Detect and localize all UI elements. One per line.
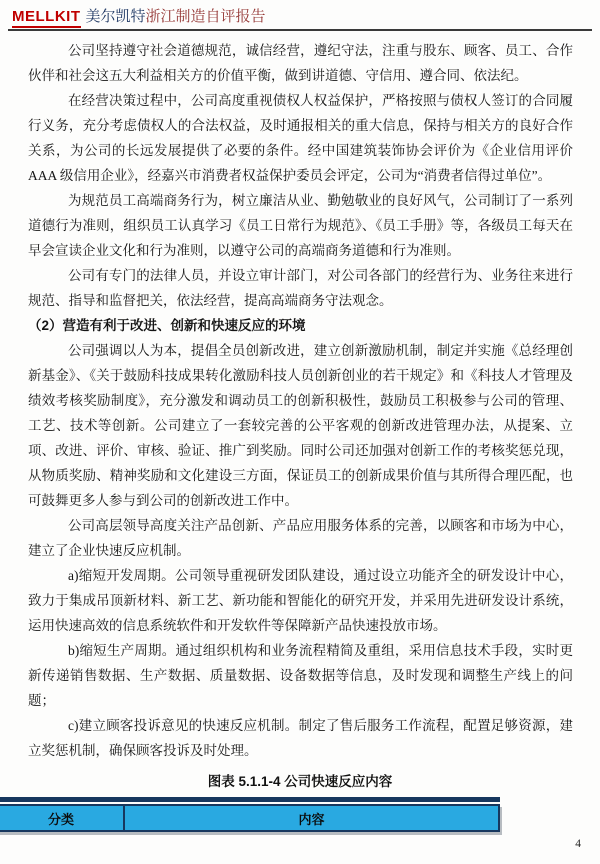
- paragraph: c)建立顾客投诉意见的快速反应机制。制定了售后服务工作流程，配置足够资源，建立奖惩机制，确保顾客投诉及时处理。: [28, 718, 573, 758]
- paragraph: 在经营决策过程中，公司高度重视债权人权益保护，严格按照与债权人签订的合同履行义务，充分考虑债权人的合法权益，及时通报相关的重大信息，保持与相关方的良好合作关系，为公司的长远发展提供了必要的条件。经中国建筑装饰协会评价为《企业信用评价 AAA 级信用企业》，经嘉兴市消费者权益保护委员会评定，公司为“消费者信得过单位”。: [28, 93, 573, 183]
- paragraph: 公司强调以人为本，提倡全员创新改进，建立创新激励机制，制定并实施《总经理创新基金》、《关于鼓励科技成果转化激励科技人员创新创业的若干规定》和《科技人才管理及绩效考核奖励制度》，充分激发和调动员工的创新积极性，鼓励员工积极参与公司的管理、工艺、技术等创新。公司建立了一套较完善的公平客观的创新改进管理办法，从提案、立项、改进、评价、审核、验证、推广到奖励。同时公司还加强对创新工作的考核奖惩兑现，从物质奖励、精神奖励和文化建设三方面，保证员工的创新成果价值与其所得合理匹配，也可鼓舞更多人参与到公司的创新改进工作中。: [28, 343, 573, 508]
- report-title-text: 浙江制造自评报告: [145, 9, 266, 25]
- table-caption: 图表 5.1.1-4 公司快速反应内容: [207, 774, 393, 789]
- table-top-border: [0, 797, 500, 802]
- paragraph: a)缩短开发周期。公司领导重视研发团队建设，通过设立功能齐全的研发设计中心，致力于集成吊顶新材料、新工艺、新功能和智能化的研究开发，并采用先进研发设计系统，运用快速高效的信息系统软件和开发软件等保障新产品快速投放市场。: [28, 568, 573, 633]
- table-header-row: [0, 804, 500, 832]
- section-heading: （2）营造有利于改进、创新和快速反应的环境: [28, 318, 306, 333]
- paragraph: 为规范员工高端商务行为，树立廉洁从业、勤勉敬业的良好风气，公司制订了一系列道德行为准则，组织员工认真学习《员工日常行为规范》、《员工手册》等，各级员工每天在早会宣读企业文化和行为准则，以遵守公司的高端商务道德和行为准则。: [28, 193, 573, 258]
- table-header-content: 内容: [298, 811, 325, 827]
- table-header-category: 分类: [0, 806, 125, 830]
- paragraph: 公司高层领导高度关注产品创新、产品应用服务体系的完善，以顾客和市场为中心，建立了企业快速反应机制。: [28, 518, 573, 558]
- quick-response-table: [0, 797, 500, 832]
- brand-logo: MELLKIT: [12, 8, 81, 28]
- page-number: 4: [575, 838, 581, 850]
- paragraph: 公司坚持遵守社会道德规范，诚信经营，遵纪守法，注重与股东、顾客、员工、合作伙伴和社会这五大利益相关方的价值平衡，做到讲道德、守信用、遵合同、依法纪。: [28, 43, 573, 83]
- paragraph: b)缩短生产周期。通过组织机构和业务流程精简及重组，采用信息技术手段，实时更新传递销售数据、生产数据、质量数据、设备数据等信息，及时发现和调整生产线上的问题；: [28, 643, 573, 708]
- report-title-company: 美尔凯特: [85, 9, 146, 25]
- paragraph: 公司有专门的法律人员，并设立审计部门，对公司各部门的经营行为、业务往来进行规范、指导和监督把关，依法经营，提高高端商务守法观念。: [28, 268, 573, 308]
- paragraphs: [0, 31, 600, 763]
- report-header: [8, 0, 592, 31]
